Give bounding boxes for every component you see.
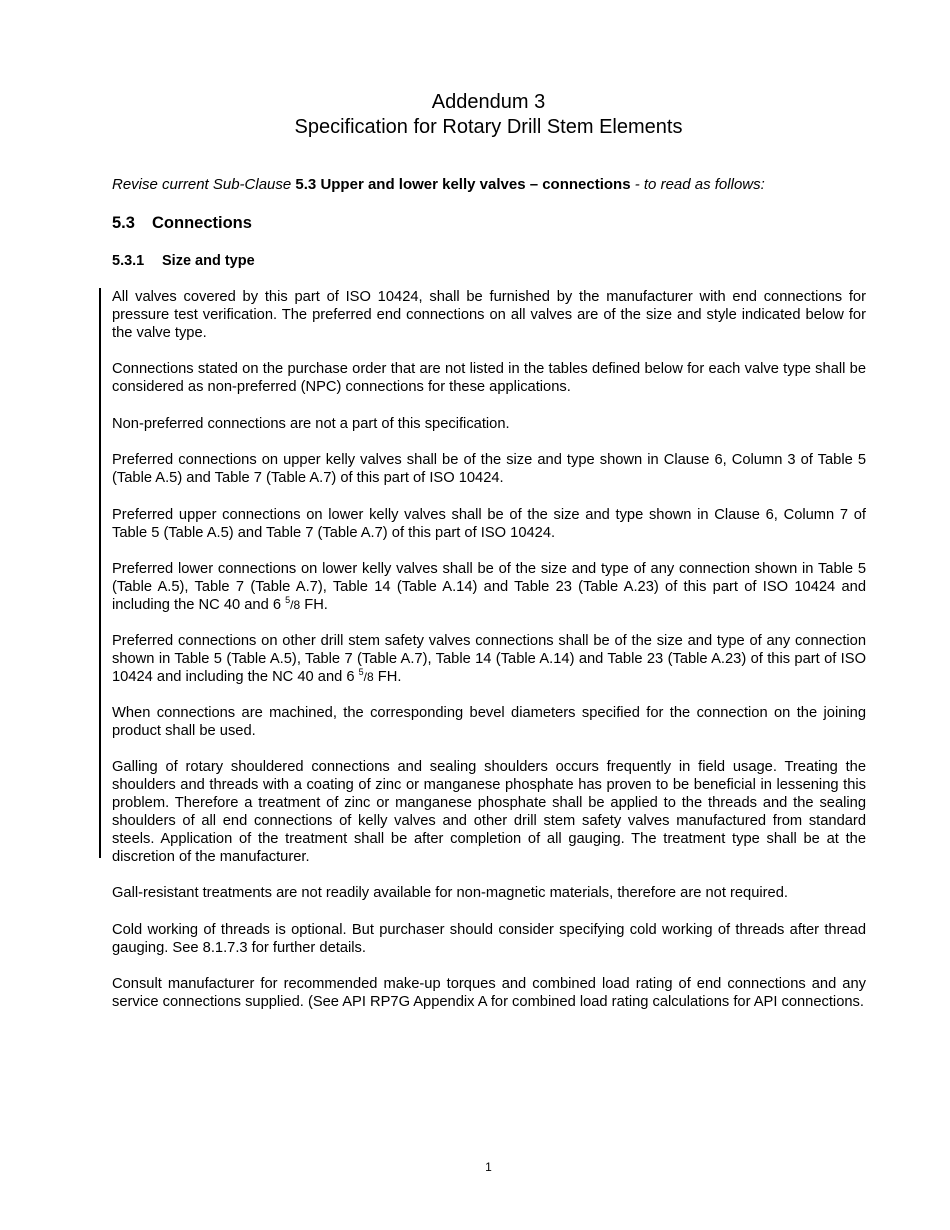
page-number: 1 bbox=[485, 1160, 492, 1174]
paragraph-lower-kelly-lower bbox=[112, 560, 866, 614]
paragraph-cold-working: Cold working of threads is optional. But purchaser should consider specifying cold working of threads after thread gauging. See 8.1.7.3 for further details. bbox=[112, 922, 866, 956]
paragraph-end-connections: All valves covered by this part of ISO 10424, shall be furnished by the manufacturer with end connections for pressure test verification. The preferred end connections on all valves are of the size and style indicated below for the valve type. bbox=[112, 289, 866, 341]
subsection-number: 5.3.1 bbox=[112, 253, 145, 269]
section-number: 5.3 bbox=[112, 214, 135, 232]
revision-change-bar bbox=[99, 288, 101, 858]
paragraph-npc-connections: Connections stated on the purchase order that are not listed in the tables defined below for each valve type shall be considered as non-preferred (NPC) connections for these applications. bbox=[112, 361, 866, 395]
paragraph-gall-resistant: Gall-resistant treatments are not readily available for non-magnetic materials, therefore are not required. bbox=[112, 885, 788, 901]
subsection-heading bbox=[112, 252, 255, 270]
paragraph-non-preferred: Non-preferred connections are not a part of this specification. bbox=[112, 416, 510, 432]
paragraph-other-end: FH. bbox=[373, 669, 402, 685]
clause-reference: 5.3 Upper and lower kelly valves – connections bbox=[295, 176, 631, 193]
fraction-numerator: 5 bbox=[358, 667, 364, 677]
instruction-suffix: - to read as follows: bbox=[630, 176, 765, 193]
fraction-denominator: /8 bbox=[363, 670, 374, 684]
paragraph-upper-kelly: Preferred connections on upper kelly valves shall be of the size and type shown in Clause 6, Column 3 of Table 5 (Table A.5) and Table 7 (Table A.7) of this part of ISO 10424. bbox=[112, 452, 866, 486]
paragraph-galling: Galling of rotary shouldered connections and sealing shoulders occurs frequently in field usage. Treating the shoulders and threads with a coating of zinc or manganese phosphate has proven to be beneficial in lessening this problem. Therefore a treatment of zinc or manganese phosphate shall be applied to the threads and the sealing shoulders of all end connections of kelly valves and other drill stem safety valves manufactured from standard steels. Application of the treatment shall be after completion of all gauging. The treatment type shall be at the discretion of the manufacturer. bbox=[112, 759, 866, 865]
specification-title: Specification for Rotary Drill Stem Elements bbox=[294, 116, 683, 138]
paragraph-other-text: Preferred connections on other drill stem safety valves connections shall be of the size and type of any connection shown in Table 5 (Table A.5), Table 7 (Table A.7), Table 14 (Table A.14) and Table 23 (Table A.23) of this part of ISO 10424 and including the NC 40 and 6 bbox=[112, 633, 866, 685]
paragraph-bevel-diameters: When connections are machined, the corresponding bevel diameters specified for the connection on the joining product shall be used. bbox=[112, 705, 866, 739]
instruction-prefix: Revise current Sub-Clause bbox=[112, 176, 296, 193]
paragraph-lower-end: FH. bbox=[300, 597, 328, 613]
paragraph-make-up-torques: Consult manufacturer for recommended make-up torques and combined load rating of end connections and any service connections supplied. (See API RP7G Appendix A for combined load rating calculations for API connections. bbox=[112, 976, 866, 1010]
addendum-title: Addendum 3 bbox=[431, 91, 546, 113]
paragraph-lower-text: Preferred lower connections on lower kelly valves shall be of the size and type of any connection shown in Table 5 (Table A.5), Table 7 (Table A.7), Table 14 (Table A.14) and Table 23 (Table A.23) of this part of ISO 10424 and including the NC 40 and 6 bbox=[112, 561, 866, 613]
section-heading bbox=[112, 212, 252, 234]
revision-instruction bbox=[112, 176, 872, 194]
fraction-numerator: 5 bbox=[285, 595, 291, 605]
section-title: Connections bbox=[152, 214, 252, 232]
paragraph-safety-valves bbox=[112, 632, 866, 686]
subsection-title: Size and type bbox=[162, 253, 255, 269]
fraction-denominator: /8 bbox=[290, 598, 301, 612]
paragraph-lower-kelly-upper: Preferred upper connections on lower kelly valves shall be of the size and type shown in Clause 6, Column 7 of Table 5 (Table A.5) and Table 7 (Table A.7) of this part of ISO 10424. bbox=[112, 507, 866, 541]
